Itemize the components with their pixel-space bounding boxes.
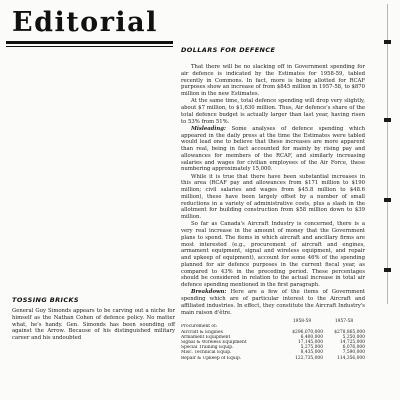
table-cell: Armament Equipment [181, 334, 231, 340]
article-paragraph [181, 221, 365, 289]
main-article-headline: DOLLARS FOR DEFENCE [181, 46, 276, 54]
table-cell: Misc. Technical Equip. [181, 350, 232, 356]
table-row [181, 356, 365, 361]
table-cell: $296,070,000 [292, 329, 323, 335]
table-cell: 6,076,000 [342, 345, 365, 351]
article-paragraph [181, 174, 365, 221]
table-header-cell: 1957-58 [334, 319, 354, 325]
article-paragraph [181, 289, 365, 316]
table-cell: Procurement of: [181, 324, 218, 330]
paragraph-text: At the same time, total defence spending will drop very slightly, about $7 million, to $1,630 million. Thus, Air defence's share of the total defence budget is actually larger than last year, having risen to 53% from 51%. [181, 98, 365, 125]
table-cell: Signal & Wireless Equipment [181, 340, 247, 346]
spending-table [181, 319, 365, 361]
paragraph-runin: Misleading: [191, 125, 226, 132]
table-cell: Aircraft & Engines [181, 329, 223, 335]
table-cell: 17,145,000 [297, 340, 323, 346]
paragraph-runin: Breakdown: [191, 289, 227, 296]
table-cell: 8,435,000 [300, 350, 323, 356]
side-article-headline: TOSSING BRICKS [12, 296, 80, 304]
article-paragraph [181, 126, 365, 173]
table-cell: $278,865,000 [334, 329, 365, 335]
masthead-rule-thick [6, 41, 173, 44]
masthead-title: Editorial [12, 7, 158, 38]
page-edge-mark [384, 268, 391, 272]
side-article-text: General Guy Simonds appears to be carving out a niche for himself as the Nathan Cohen of defence policy. No matter what, he's handy. Gen. Simonds has been sounding off against the Arrow. Because of his distinguished military career and his undoubted [12, 308, 175, 341]
article-paragraph [181, 64, 365, 98]
article-paragraph [181, 98, 365, 125]
masthead [3, 8, 175, 40]
page-edge-mark [384, 198, 391, 202]
table-header-cell: 1958-59 [292, 319, 312, 325]
masthead-rule-thin [6, 46, 173, 47]
table-cell: 14,725,000 [339, 340, 365, 346]
paragraph-text: While it is true that there have been substantial increases in this area (RCAF pay and allowances from $171 million to $190 million; civil salaries and wages from $45.8 million to $48.6 million), these have been largely offset by a number of small reductions in a variety of administrative costs, plus a slash in the allotment for building construction from $58 million down to $39 million. [181, 173, 365, 220]
table-cell: 114,356,000 [337, 355, 365, 361]
side-article [12, 296, 175, 342]
main-article [181, 46, 365, 361]
page-edge-rule [387, 4, 388, 304]
paragraph-text: Some analyses of defence spending which appeared in the daily press at the time the Estimates were tabled would lead one to believe that these increases are more apparent than real, being in fact accounted for mainly by rising pay and allowances for members of the RCAF, and similarly increasing salaries and wages for civilian employees of the Air Force, these numbering approximately 15,000. [181, 125, 365, 173]
table-cell: 5,250,000 [342, 334, 365, 340]
table-cell: 122,735,000 [295, 355, 323, 361]
table-cell: Special Training Equip. [181, 345, 234, 351]
paragraph-text: That there will be no slacking off in Government spending for air defence is indicated by the Estimates for 1958-59, tabled recently in Commons. In fact, more is being allotted for RCAF purposes show an increase of from $845 million in 1957-58, to $870 million in the new Estimates. [181, 64, 365, 97]
paragraph-text: Here are a few of the items of Government spending which are of particular interest to the Aircraft and affiliated industries. In effect, they constitute the Aircraft Industry's main raison d'être. [181, 289, 365, 316]
table-cell: Repair & Upkeep of Equip. [181, 355, 242, 361]
table-cell: 5,275,000 [300, 345, 323, 351]
page-edge-mark [384, 118, 391, 122]
table-cell: 6,400,000 [300, 334, 323, 340]
page-edge-mark [384, 40, 391, 44]
paragraph-text: So far as Canada's Aircraft Industry is concerned, there is a very real increase in the amount of money that the Government plans to spend. The items in which aircraft and ancillary firms are most interested (e.g., procurement of aircraft and engines, armament equipment, signal and wireless equipment, and repair and upkeep of equipment), account for some 46% of the spending planned for air defence purposes in the current fiscal year, as compared to 43% in the preceding period. These percentages should be considered in relation to the actual increase in total air defence spending mentioned in the first paragraph. [181, 221, 365, 288]
table-cell: 7,590,000 [342, 350, 365, 356]
